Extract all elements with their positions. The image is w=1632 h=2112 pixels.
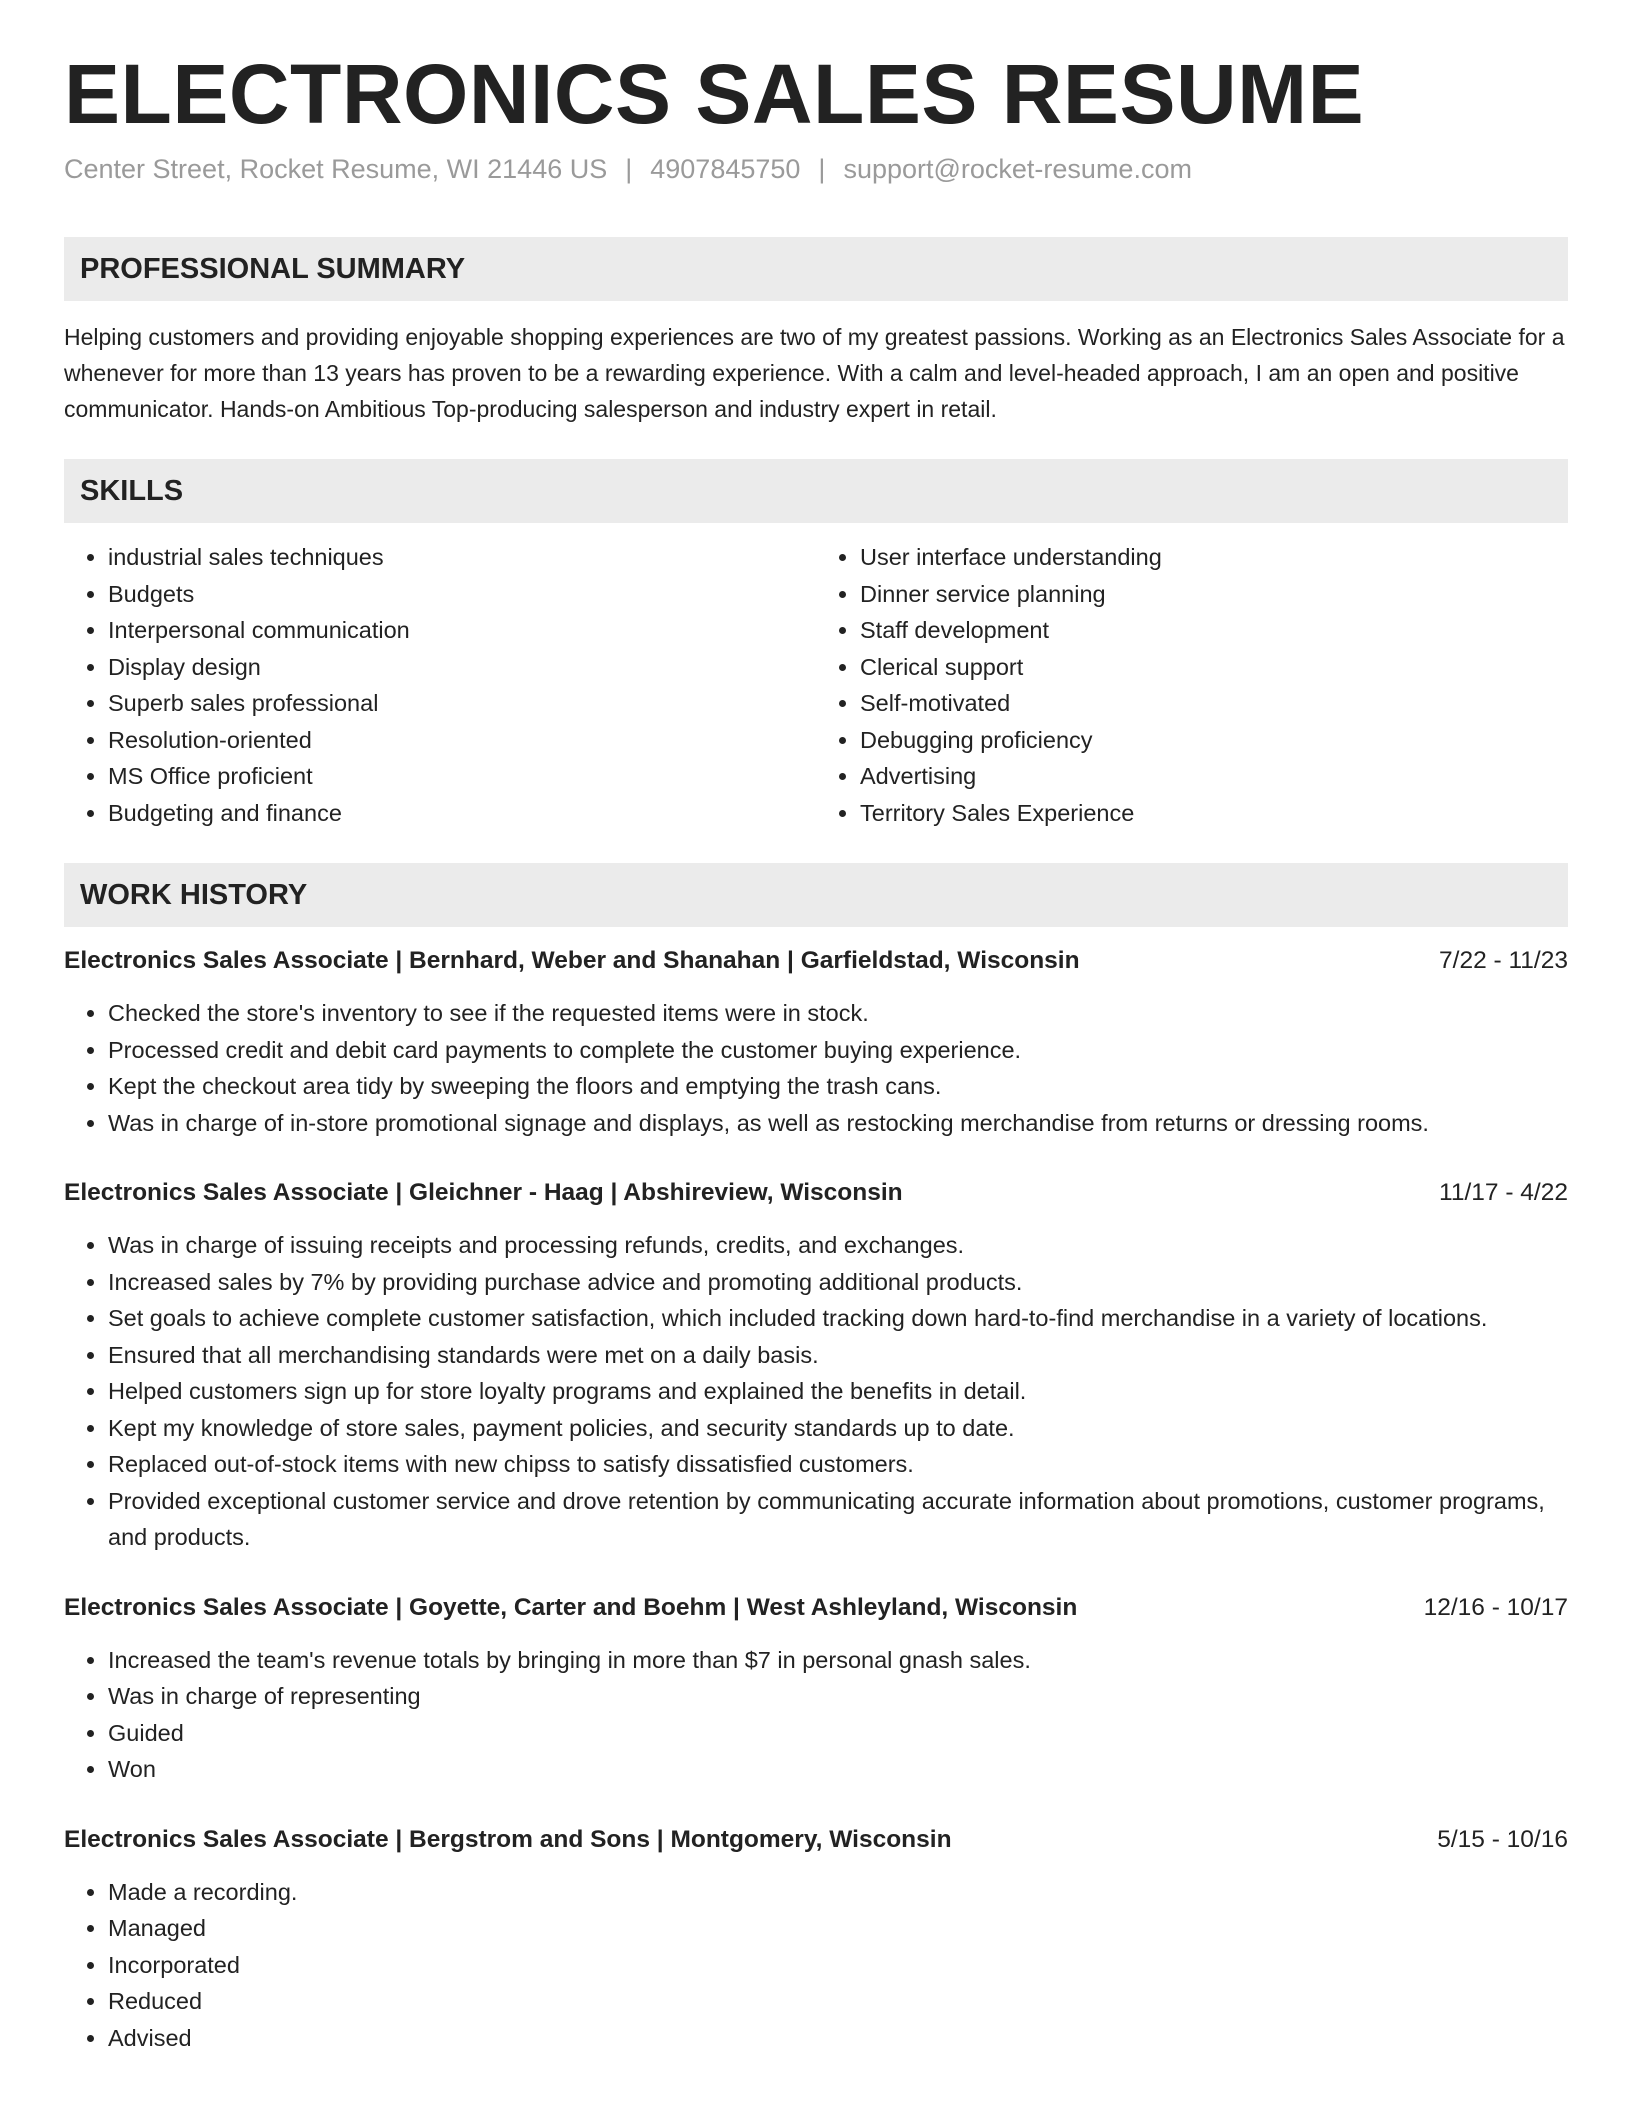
job-title: Electronics Sales Associate | Gleichner - Haag | Abshireview, Wisconsin (64, 1179, 903, 1207)
job-bullet: • Kept my knowledge of store sales, payment policies, and security standards up to date. (108, 1410, 1568, 1447)
summary-section-header (64, 237, 1568, 301)
contact-separator: | (625, 154, 633, 185)
summary-text: Helping customers and providing enjoyable shopping experiences are two of my greatest passions. Working as an Electronics Sales Associate for a whenever for more than 13 years has proven to be a rewarding experience. With a calm and level-headed approach, I am an open and positive communicator. Hands-on Ambitious Top-producing salesperson and industry expert in retail. (64, 324, 1565, 423)
skill-item: • Interpersonal communication (108, 612, 816, 649)
skill-item: • Self-motivated (860, 685, 1568, 722)
work-heading: WORK HISTORY (80, 878, 308, 911)
job-bullet: • Won (108, 1751, 1568, 1788)
job-dates: 11/17 - 4/22 (1439, 1179, 1568, 1207)
skill-item: • Resolution-oriented (108, 722, 816, 759)
skills-column-right (816, 539, 1568, 831)
skill-item: • Clerical support (860, 649, 1568, 686)
job-entry (64, 1175, 1568, 1556)
job-dates: 7/22 - 11/23 (1439, 947, 1568, 975)
skill-item: • User interface understanding (860, 539, 1568, 576)
skill-item: • Advertising (860, 758, 1568, 795)
job-bullet: • Incorporated (108, 1947, 1568, 1984)
job-entry (64, 943, 1568, 1141)
job-bullet-list (64, 1642, 1568, 1788)
job-bullet: • Replaced out-of-stock items with new chipss to satisfy dissatisfied customers. (108, 1446, 1568, 1483)
job-bullet-list (64, 1227, 1568, 1556)
job-bullet: • Helped customers sign up for store loyalty programs and explained the benefits in detail. (108, 1373, 1568, 1410)
job-header (64, 1822, 1568, 1858)
resume-title: ELECTRONICS SALES RESUME (64, 47, 1365, 141)
skill-item: • Display design (108, 649, 816, 686)
skills-list (64, 539, 1568, 831)
job-entry (64, 1590, 1568, 1788)
job-header (64, 943, 1568, 979)
job-bullet: • Checked the store's inventory to see if the requested items were in stock. (108, 995, 1568, 1032)
job-bullet: • Kept the checkout area tidy by sweeping the floors and emptying the trash cans. (108, 1068, 1568, 1105)
job-bullet: • Made a recording. (108, 1874, 1568, 1911)
contact-separator: | (818, 154, 826, 185)
job-bullet: • Was in charge of issuing receipts and processing refunds, credits, and exchanges. (108, 1227, 1568, 1264)
skill-item: • Budgets (108, 576, 816, 613)
job-bullet-list (64, 1874, 1568, 2057)
job-bullet: • Was in charge of representing (108, 1678, 1568, 1715)
skills-heading: SKILLS (80, 474, 184, 507)
job-dates: 12/16 - 10/17 (1423, 1593, 1568, 1621)
summary-heading: PROFESSIONAL SUMMARY (80, 252, 466, 285)
skill-item: • Debugging proficiency (860, 722, 1568, 759)
job-bullet: • Increased sales by 7% by providing purchase advice and promoting additional products. (108, 1264, 1568, 1301)
job-title: Electronics Sales Associate | Bernhard, Weber and Shanahan | Garfieldstad, Wisconsin (64, 947, 1080, 975)
job-bullet: • Guided (108, 1715, 1568, 1752)
job-entry (64, 1822, 1568, 2057)
job-bullet: • Processed credit and debit card payments to complete the customer buying experience. (108, 1032, 1568, 1069)
job-bullet: • Advised (108, 2020, 1568, 2057)
contact-address: Center Street, Rocket Resume, WI 21446 US (64, 154, 608, 185)
job-bullet: • Increased the team's revenue totals by bringing in more than $7 in personal gnash sales. (108, 1642, 1568, 1679)
job-bullet: • Ensured that all merchandising standards were met on a daily basis. (108, 1337, 1568, 1374)
job-bullet-list (64, 995, 1568, 1141)
skill-item: • Budgeting and finance (108, 795, 816, 832)
skill-item: • Staff development (860, 612, 1568, 649)
work-history-list (64, 943, 1568, 2056)
job-title: Electronics Sales Associate | Bergstrom and Sons | Montgomery, Wisconsin (64, 1825, 952, 1853)
job-bullet: • Was in charge of in-store promotional signage and displays, as well as restocking merchandise from returns or dressing rooms. (108, 1105, 1568, 1142)
skill-item: • Superb sales professional (108, 685, 816, 722)
job-title: Electronics Sales Associate | Goyette, Carter and Boehm | West Ashleyland, Wisconsin (64, 1593, 1078, 1621)
skills-column-left (64, 539, 816, 831)
contact-line (64, 154, 1568, 185)
job-bullet: • Set goals to achieve complete customer satisfaction, which included tracking down hard-to-find merchandise in a variety of locations. (108, 1300, 1568, 1337)
job-bullet: • Provided exceptional customer service and drove retention by communicating accurate information about promotions, customer programs, and products. (108, 1483, 1568, 1556)
job-bullet: • Managed (108, 1910, 1568, 1947)
job-header (64, 1590, 1568, 1626)
job-dates: 5/15 - 10/16 (1437, 1825, 1568, 1853)
job-header (64, 1175, 1568, 1211)
skill-item: • Territory Sales Experience (860, 795, 1568, 832)
skill-item: • MS Office proficient (108, 758, 816, 795)
skills-section-header (64, 459, 1568, 523)
contact-phone: 4907845750 (650, 154, 801, 185)
contact-email: support@rocket-resume.com (843, 154, 1192, 185)
skill-item: • industrial sales techniques (108, 539, 816, 576)
skill-item: • Dinner service planning (860, 576, 1568, 613)
work-section-header (64, 863, 1568, 927)
job-bullet: • Reduced (108, 1983, 1568, 2020)
